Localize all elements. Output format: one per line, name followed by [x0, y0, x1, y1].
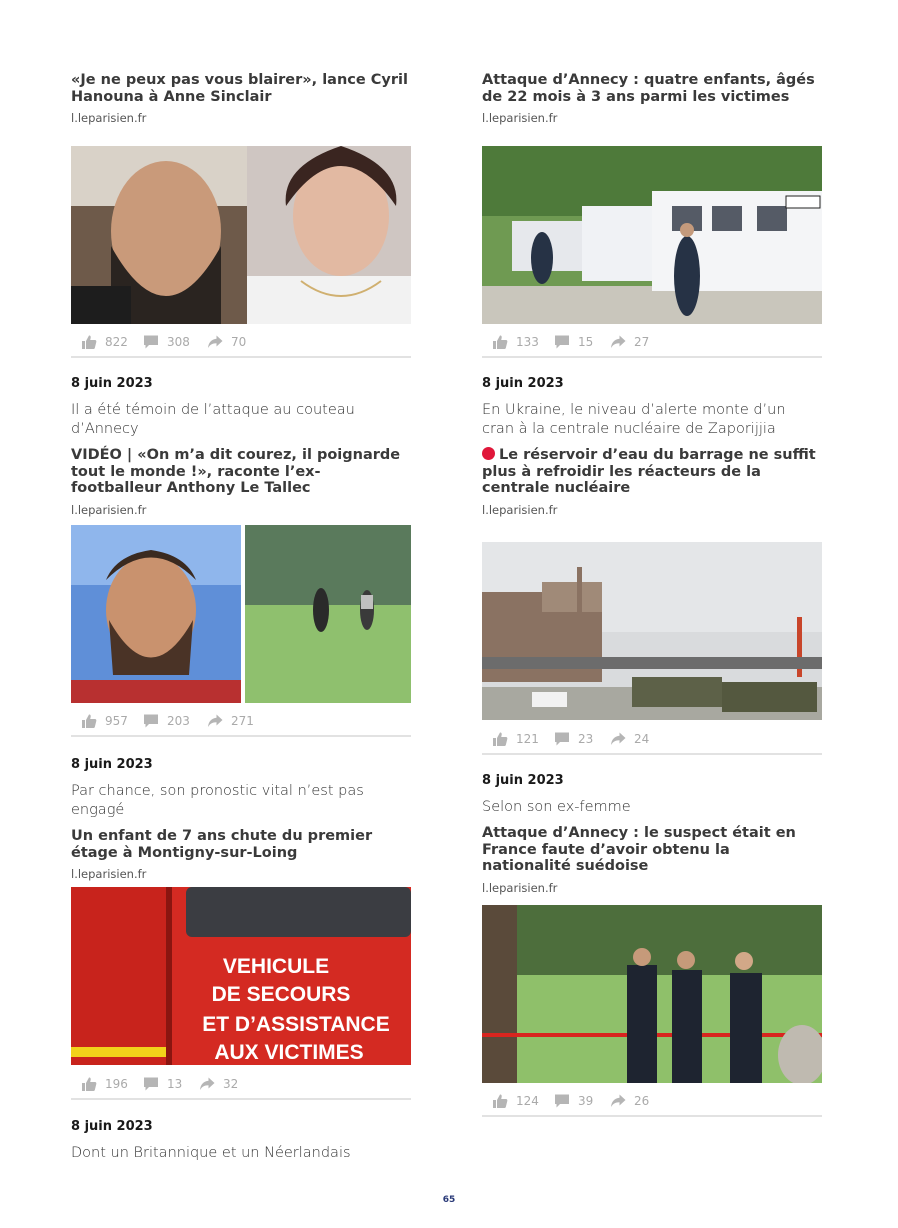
share-count: 24 — [634, 732, 650, 746]
thumbs-up-icon — [81, 713, 97, 729]
share-button[interactable] — [610, 731, 649, 747]
article-image[interactable] — [71, 146, 411, 324]
engagement-bar — [71, 334, 411, 358]
article-description: Il a été témoin de l’attaque au couteau d’Annecy — [71, 402, 355, 437]
comment-button[interactable] — [554, 1093, 593, 1109]
image-text-line: DE SECOURS — [211, 983, 351, 1006]
article-source[interactable]: l.leparisien.fr — [71, 502, 147, 517]
comment-count: 39 — [578, 1094, 594, 1108]
article-title[interactable]: Attaque d’Annecy : le suspect était en France faute d’avoir obtenu la nationalité suédoise — [482, 825, 796, 874]
article-source[interactable]: l.leparisien.fr — [482, 111, 558, 125]
comment-icon — [143, 334, 159, 350]
article-image[interactable] — [71, 887, 411, 1065]
article-date: 8 juin 2023 — [482, 773, 564, 788]
like-count: 822 — [105, 335, 128, 349]
live-indicator-icon — [482, 447, 495, 460]
share-icon — [610, 334, 626, 350]
article-description: En Ukraine, le niveau d’alerte monte d’un cran à la centrale nucléaire de Zaporijjia — [482, 402, 786, 437]
like-button[interactable] — [492, 731, 539, 747]
like-count: 196 — [105, 1077, 128, 1091]
engagement-bar — [482, 731, 822, 755]
comment-button[interactable] — [143, 713, 190, 729]
article-description: Selon son ex-femme — [482, 799, 631, 815]
thumbs-up-icon — [81, 1076, 97, 1092]
comment-button[interactable] — [554, 731, 593, 747]
article-date: 8 juin 2023 — [71, 376, 153, 391]
article-image[interactable] — [482, 905, 822, 1083]
share-icon — [610, 1093, 626, 1109]
comment-icon — [143, 713, 159, 729]
image-text-line: ET D’ASSISTANCE — [202, 1013, 390, 1036]
image-text-line: AUX VICTIMES — [214, 1041, 364, 1064]
article-title[interactable]: Un enfant de 7 ans chute du premier étage à Montigny-sur-Loing — [71, 828, 373, 861]
share-count: 70 — [231, 335, 247, 349]
article-title[interactable] — [482, 447, 822, 497]
like-count: 124 — [516, 1094, 539, 1108]
comment-button[interactable] — [143, 334, 190, 350]
article-card[interactable] — [71, 72, 411, 125]
share-icon — [207, 713, 223, 729]
article-source[interactable]: l.leparisien.fr — [71, 111, 147, 125]
share-button[interactable] — [610, 1093, 649, 1109]
comment-count: 308 — [167, 335, 190, 349]
like-button[interactable] — [81, 1076, 128, 1092]
share-button[interactable] — [199, 1076, 238, 1092]
article-card[interactable] — [482, 376, 822, 517]
share-count: 271 — [231, 714, 254, 728]
article-source[interactable]: l.leparisien.fr — [482, 880, 558, 895]
share-button[interactable] — [610, 334, 649, 350]
article-source[interactable]: l.leparisien.fr — [482, 502, 558, 517]
article-card[interactable] — [482, 72, 822, 125]
share-button[interactable] — [207, 713, 254, 729]
engagement-bar — [71, 713, 411, 737]
article-source[interactable]: l.leparisien.fr — [71, 867, 147, 881]
comment-icon — [554, 334, 570, 350]
article-date: 8 juin 2023 — [71, 757, 153, 772]
comment-button[interactable] — [554, 334, 593, 350]
thumbs-up-icon — [492, 731, 508, 747]
article-card[interactable] — [71, 757, 411, 881]
like-button[interactable] — [492, 334, 539, 350]
article-date: 8 juin 2023 — [71, 1119, 153, 1134]
share-button[interactable] — [207, 334, 246, 350]
share-count: 32 — [223, 1077, 239, 1091]
thumbs-up-icon — [81, 334, 97, 350]
article-title[interactable]: VIDÉO | «On m’a dit courez, il poignarde tout le monde !», raconte l’ex-footballeur Anthony Le Tallec — [71, 447, 401, 496]
article-image[interactable] — [482, 542, 822, 720]
share-count: 26 — [634, 1094, 650, 1108]
article-date: 8 juin 2023 — [482, 376, 564, 391]
like-button[interactable] — [492, 1093, 539, 1109]
engagement-bar — [482, 334, 822, 358]
thumbs-up-icon — [492, 1093, 508, 1109]
article-description: Dont un Britannique et un Néerlandais — [71, 1145, 351, 1161]
comment-count: 23 — [578, 732, 594, 746]
article-image[interactable] — [482, 146, 822, 324]
share-count: 27 — [634, 335, 650, 349]
engagement-bar — [482, 1093, 822, 1117]
page-number: 65 — [442, 1195, 456, 1205]
engagement-bar — [71, 1076, 411, 1100]
article-image[interactable] — [71, 525, 411, 703]
comment-icon — [143, 1076, 159, 1092]
image-text-line: VEHICULE — [222, 955, 330, 978]
share-icon — [207, 334, 223, 350]
article-card[interactable] — [482, 773, 822, 895]
share-icon — [610, 731, 626, 747]
comment-count: 203 — [167, 714, 190, 728]
like-count: 133 — [516, 335, 539, 349]
share-icon — [199, 1076, 215, 1092]
article-title[interactable]: Attaque d’Annecy : quatre enfants, âgés de 22 mois à 3 ans parmi les victimes — [482, 72, 815, 105]
like-count: 121 — [516, 732, 539, 746]
like-button[interactable] — [81, 713, 128, 729]
like-count: 957 — [105, 714, 128, 728]
thumbs-up-icon — [492, 334, 508, 350]
comment-button[interactable] — [143, 1076, 182, 1092]
article-card[interactable] — [71, 1119, 411, 1163]
article-title[interactable]: «Je ne peux pas vous blairer», lance Cyril Hanouna à Anne Sinclair — [71, 72, 408, 105]
article-description: Par chance, son pronostic vital n’est pas engagé — [71, 783, 364, 818]
comment-icon — [554, 731, 570, 747]
comment-count: 15 — [578, 335, 594, 349]
article-card[interactable] — [71, 376, 411, 517]
comment-count: 13 — [167, 1077, 183, 1091]
comment-icon — [554, 1093, 570, 1109]
article-title-text: Le réservoir d’eau du barrage ne suffit plus à refroidir les réacteurs de la centrale nucléaire — [482, 447, 816, 496]
like-button[interactable] — [81, 334, 128, 350]
